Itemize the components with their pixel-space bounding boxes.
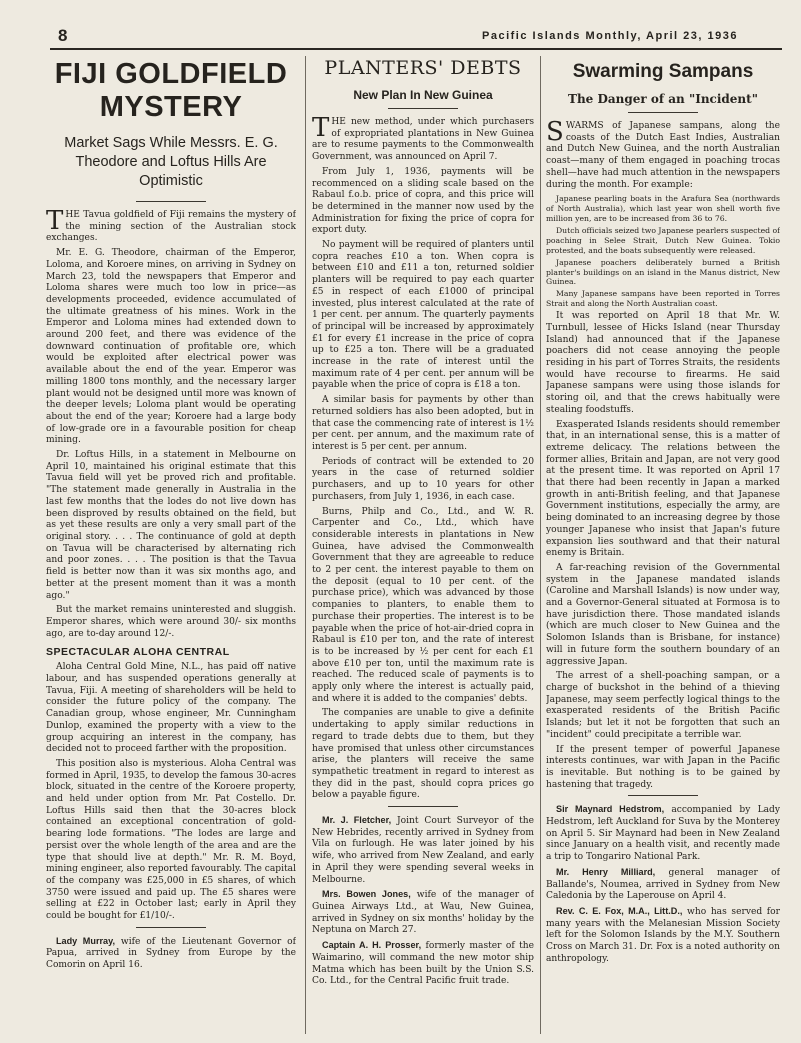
- separator-rule: [388, 806, 458, 807]
- paragraph: THE Tavua goldfield of Fiji remains the mystery of the mining section of the Australian stock exchanges.: [46, 206, 296, 244]
- drop-cap: T: [312, 113, 330, 143]
- paragraph: Mr. E. G. Theodore, chairman of the Emperor, Loloma, and Koroere mines, on arriving in Sydney on March 23, told the newspapers that Emperor and Loloma shares were much too low in price—as developments proceeded, evidence accumulated of the ultimate greatness of his mines. Work in the Emperor and Loloma mines had extended down to around 200 feet, and there was evidence of the downward continuation of profitable ore, which would be exploited after electrical power was available about the end of the year. Emperor was milling 1800 tons monthly, and the necessary larger plant would not be designed until more was known of the deeper levels; Loloma plant would be operating about the end of the year; Koroere had a large body of low-grade ore in a favourable position for cheap mining.: [46, 248, 296, 446]
- personal-note: Rev. C. E. Fox, M.A., Litt.D., who has served for many years with the Melanesian Mission Society left for the Solomon Islands by the M.Y. Southern Cross on March 31. Dr. Fox is a noted authority on anthropology.: [546, 905, 780, 964]
- personal-note: Mr. Henry Milliard, general manager of Ballande's, Noumea, arrived in Sydney from New Caledonia by the Laperouse on April 4.: [546, 866, 780, 902]
- paragraph: Exasperated Islands residents should remember that, in an international sense, this is a matter of extreme delicacy. The relations between the former allies, Britain and Japan, are not very good at the present time. It was reported on April 17 that there had been recently in Japan a marked growth in anti-British feeling, and that Japanese Government institutions, especially the army, are being dominated to an increasing degree by those younger Japanese who insist that Japan's future expansion lies southward and that their natural enemy is Britain.: [546, 419, 780, 559]
- section-heading: SPECTACULAR ALOHA CENTRAL: [46, 646, 230, 659]
- article-title: FIJI GOLDFIELD MYSTERY: [54, 58, 288, 123]
- paragraph: Aloha Central Gold Mine, N.L., has paid off native labour, and has suspended operations generally at Tavua, Fiji. A meeting of shareholders will be held to consider the future policy of the company. The Canadian group, whose engineer, Mr. Cunningham Dunlop, examined the property with a view to the group acquiring an interest in the company, has decided not to proceed farther with the proposition.: [46, 662, 296, 755]
- paragraph: Dr. Loftus Hills, in a statement in Melbourne on April 10, maintained his original estimate that this Tavua field will yet be proved rich and profitable. "The statement made generally in Australia in the last few months that the lodes do not live down has been disproved by results obtained on the field, but as yet these results are only a very small part of the original story. . . . The continuance of gold at depth on Tavua will be characterised by alternating rich and poor zones. . . . The position is that the Tavua field is better now than it was six months ago, and better at the present moment than it was a month ago.": [46, 450, 296, 601]
- article-title: Swarming Sampans: [572, 61, 754, 82]
- page-header: [0, 0, 801, 52]
- paragraph: The companies are unable to give a definite undertaking to apply similar reductions in regard to trade debts due to them, but they have promised that unless other circumstances arise, the planters will receive the same sympathetic treatment in regard to interest as they did in the past, should copra prices go below a payable figure.: [312, 708, 534, 801]
- paragraph: A similar basis for payments by other than returned soldiers has also been adopted, but in that case the commencing rate of interest is 1½ per cent. per annum, and the maximum rate of interest is 5 per cent. per annum.: [312, 395, 534, 452]
- quoted-item: Japanese poachers deliberately burned a British planter's buildings on an island in the Manus district, New Guinea.: [546, 257, 780, 287]
- separator-rule: [628, 795, 698, 796]
- drop-cap: S: [546, 117, 564, 147]
- separator-rule: [136, 927, 206, 928]
- page-number: 8: [58, 26, 68, 45]
- column-divider-1: [305, 56, 306, 1034]
- running-head: Pacific Islands Monthly, April 23, 1936: [482, 30, 738, 42]
- paragraph: From July 1, 1936, payments will be recommenced on a sliding scale based on the Rabaul f.o.b. price of copra, and this price will be determined in the manner now used by the Administration for fixing the price of copra for export duty.: [312, 166, 534, 236]
- quoted-item: Japanese pearling boats in the Arafura Sea (northwards of North Australia), which last year won shell worth five million yen, are to be increased from 36 to 76.: [546, 194, 780, 224]
- title-rule: [136, 201, 206, 202]
- title-rule: [388, 108, 458, 109]
- drop-cap: T: [46, 206, 64, 236]
- article-subtitle: New Plan In New Guinea: [353, 88, 493, 102]
- paragraph: A far-reaching revision of the Governmental system in the Japanese mandated islands (Caroline and Marshall Islands) is now under way, and a Governor-General situated at Formosa is to have jurisdiction there. Those mandated islands (which are much closer to New Guinea and the Solomon Islands than is Brisbane, for instance) will in future form the southern boundary of an aggressive Japan.: [546, 562, 780, 667]
- personal-note: Lady Murray, wife of the Lieutenant Governor of Papua, arrived in Sydney from Europe by the Comorin on April 16.: [46, 935, 296, 971]
- paragraph: This position also is mysterious. Aloha Central was formed in April, 1935, to develop the famous 30-acres block, situated in the centre of the Koroere property, and held under option from Mr. Pat Costello. Dr. Loftus Hills said then that the 30-acres block contained an exceptional concentration of gold-bearing lode formations. "The lodes are large and persist over the whole length of the area and are the type that should live at depth." Mr. R. M. Boyd, mining engineer, also reported favourably. The capital of the company was £25,000 in £5 shares, of which 3750 were issued and paid up. The £5 shares were selling at £22 in October last; early in April they could be bought for £1/10/-.: [46, 758, 296, 922]
- paragraph: But the market remains uninterested and sluggish. Emperor shares, which were around 30/- six months ago, are to-day around 12/-.: [46, 605, 296, 639]
- paragraph: THE new method, under which purchasers of expropriated plantations in New Guinea are to resume payments to the Commonwealth Government, was announced on April 7.: [312, 113, 534, 163]
- column-planters-debts: [312, 56, 534, 1036]
- personal-note: Captain A. H. Prosser, formerly master of the Waimarino, will command the new motor ship Matma which has been built by the Union S.S. Co. Ltd., for the Central Pacific fruit trade.: [312, 940, 534, 987]
- header-rule: [50, 48, 782, 50]
- article-title: PLANTERS' DEBTS: [324, 57, 522, 79]
- quoted-item: Many Japanese sampans have been reported in Torres Strait and along the North Australian coast.: [546, 289, 780, 309]
- paragraph: The arrest of a shell-poaching sampan, or a charge of buckshot in the behind of a thieving Japanese, may seem perfectly logical things to the exasperated residents of the British Pacific Islands; but let it not be forgotten that such an "incident" could precipitate a terrible war.: [546, 671, 780, 740]
- paragraph: No payment will be required of planters until copra reaches £10 a ton. When copra is between £10 and £11 a ton, returned soldier planters will be required to pay each quarter £5 in respect of each £1000 of principal invested, plus interest calculated at the rate of 1 per cent. per annum. The quarterly payments of principal will be increased by approximately £1 for every £1 increase in the price of copra up to £25 a ton. There will be a graduated increase in the rate of interest until the maximum rate of 4 per cent. per annum will be payable when the price of copra is £18 a ton.: [312, 240, 534, 391]
- personal-note: Mr. J. Fletcher, Joint Court Surveyor of the New Hebrides, recently arrived in Sydney from Vila on furlough. He was later joined by his wife, who arrived from New Zealand, and early in April they were spending several weeks in Melbourne.: [312, 815, 534, 885]
- paragraph: Periods of contract will be extended to 20 years in the case of returned soldier purchasers, and up to 10 years for other purchasers, from July 1, 1936, in each case.: [312, 456, 534, 502]
- paragraph: SWARMS of Japanese sampans, along the coasts of the Dutch East Indies, Australian and Dutch New Guinea, and the north Australian coast—many of them engaged in poaching trocas shell—have had much attention in the newspapers during the month. For example:: [546, 117, 780, 190]
- paragraph: Burns, Philp and Co., Ltd., and W. R. Carpenter and Co., Ltd., which have considerable interests in plantations in New Guinea, have advised the Commonwealth Government that they are agreeable to reduce to 2 per cent. the interest payable to them on the deposit (equal to 10 per cent. of the purchase price), which was advanced by those companies to planters, to enable them to purchase their properties. The interest is to be payable when the price of hot-air-dried copra in Rabaul is £10 per ton, and the rate of interest is to be increased by ½ per cent for each £1 above £10 per ton, until the maximum rate is reached. The reduced scale of payments is to apply only where the interest is actually paid, and where it is added to the companies' debts.: [312, 506, 534, 704]
- column-divider-2: [540, 56, 541, 1034]
- paragraph: If the present temper of powerful Japanese interests continues, war with Japan in the Pacific is inevitable. But nothing is to be gained by hastening that tragedy.: [546, 744, 780, 790]
- article-subtitle: Market Sags While Messrs. E. G. Theodore and Loftus Hills Are Optimistic: [64, 135, 278, 189]
- paragraph: It was reported on April 18 that Mr. W. Turnbull, lessee of Hicks Island (near Thursday Island) had announced that if the Japanese poachers did not cease annoying the people residing in his part of Torres Straits, the residents would have recourse to firearms. He said Japanese sampans were using those islands for storing oil, and that the crews habitually were stealing foodstuffs.: [546, 311, 780, 415]
- article-subtitle: The Danger of an "Incident": [568, 92, 758, 106]
- column-swarming-sampans: [546, 56, 780, 1036]
- quoted-item: Dutch officials seized two Japanese pearlers suspected of poaching in Selee Strait, Dutch New Guinea. Tokio protested, and the boats subsequently were released.: [546, 225, 780, 255]
- column-fiji-goldfield: [46, 56, 296, 1036]
- title-rule: [628, 112, 698, 113]
- personal-note: Mrs. Bowen Jones, wife of the manager of Guinea Airways Ltd., at Wau, New Guinea, arrived in Sydney on six months' holiday by the Neptuna on March 27.: [312, 889, 534, 936]
- personal-note: Sir Maynard Hedstrom, accompanied by Lady Hedstrom, left Auckland for Suva by the Monterey on April 5. Sir Maynard had been in New Zealand since January on a health visit, and recently made a trip to Tongariro National Park.: [546, 804, 780, 863]
